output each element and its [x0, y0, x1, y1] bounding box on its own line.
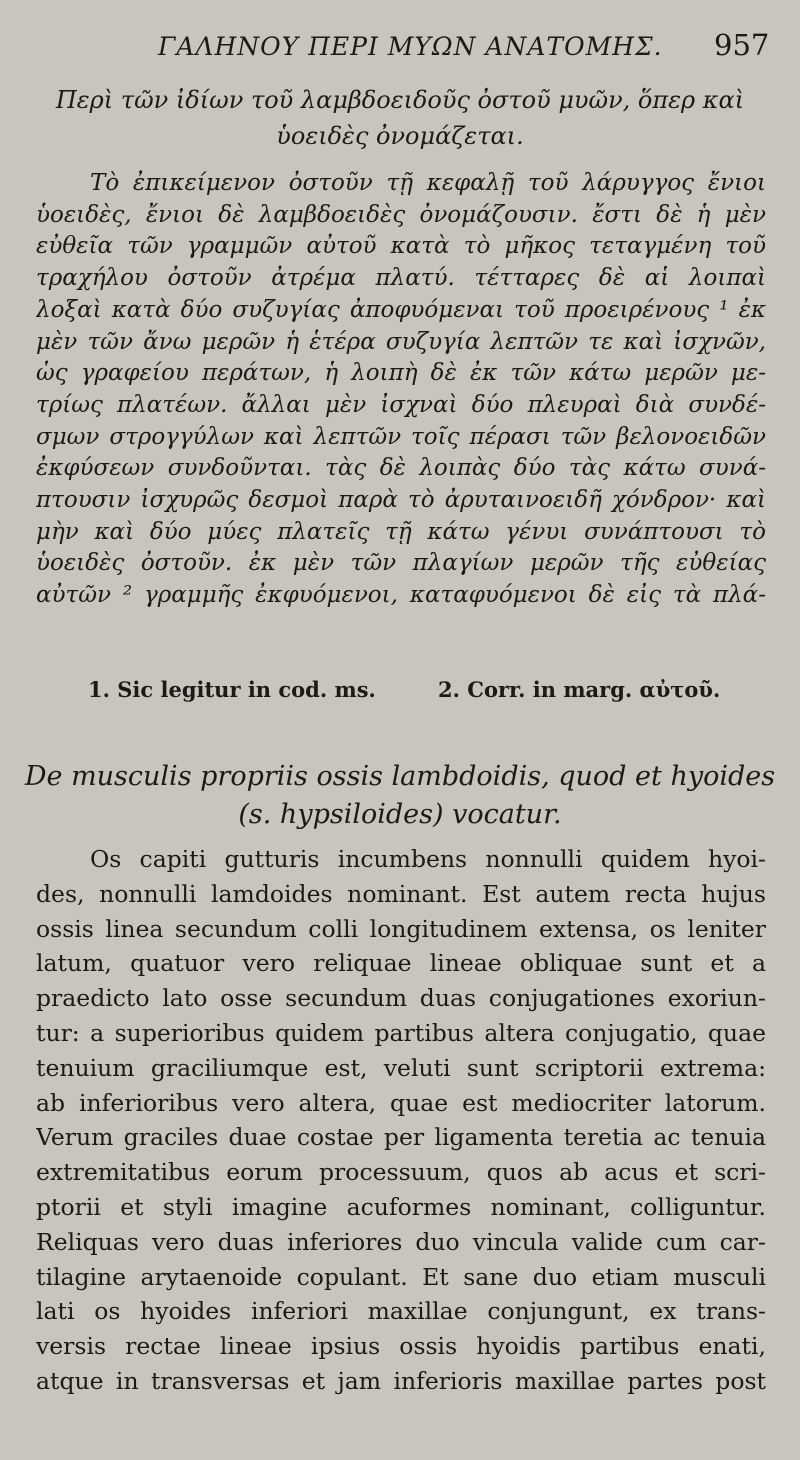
latin-title-line: De musculis propriis ossis lambdoidis, quod et hyoides: [24, 761, 776, 792]
latin-body-line: Verum graciles duae costae per ligamenta teretia ac tenuia: [36, 1123, 766, 1152]
latin-body-text: [36, 842, 766, 1399]
latin-body-line: ab inferioribus vero altera, quae est mediocriter latorum.: [36, 1088, 766, 1117]
latin-body-line: versis rectae lineae ipsius ossis hyoidis partibus enati,: [36, 1332, 766, 1361]
greek-section-title: [0, 82, 800, 154]
latin-body-line: lati os hyoides inferiori maxillae conjungunt, ex trans-: [36, 1297, 766, 1326]
greek-body-text: [36, 168, 766, 612]
greek-title-line: Περὶ τῶν ἰδίων τοῦ λαμβδοειδοῦς ὀστοῦ μυῶν, ὅπερ καὶ: [55, 86, 745, 114]
latin-section-title: [0, 758, 800, 834]
greek-body-line: τρίως πλατέων. ἄλλαι μὲν ἰσχναὶ δύο πλευραὶ διὰ συνδέ-: [36, 391, 766, 418]
greek-body-line: ὡς γραφείου περάτων, ἡ λοιπὴ δὲ ἐκ τῶν κάτω μερῶν με-: [36, 360, 766, 387]
latin-body-line: Reliquas vero duas inferiores duo vincula valide cum car-: [36, 1227, 766, 1256]
footnote: 1. Sic legitur in cod. ms.: [88, 677, 376, 702]
running-title: ΓΑΛΗΝΟΥ ΠΕΡΙ ΜΥΩΝ ΑΝΑΤΟΜΗΣ.: [158, 32, 663, 61]
footnote: 2. Corr. in marg. αὐτοῦ.: [438, 677, 721, 702]
greek-body-line: μὴν καὶ δύο μύες πλατεῖς τῇ κάτω γένυι συνάπτουσι τὸ: [36, 518, 766, 545]
greek-body-line: λοξαὶ κατὰ δύο συζυγίας ἀποφυόμεναι τοῦ προειρένους ¹ ἐκ: [36, 296, 766, 323]
latin-body-line: ossis linea secundum colli longitudinem extensa, os leniter: [36, 914, 766, 943]
footnotes: [88, 677, 768, 713]
latin-body-line: latum, quatuor vero reliquae lineae obliquae sunt et a: [36, 949, 766, 978]
greek-body-line: ὑοειδὲς, ἔνιοι δὲ λαμβδοειδὲς ὀνομάζουσιν. ἔστι δὲ ἡ μὲν: [36, 201, 766, 228]
greek-body-line: αὐτῶν ² γραμμῆς ἐκφυόμενοι, καταφυόμενοι δὲ εἰς τὰ πλά-: [36, 582, 766, 609]
latin-body-line: Os capiti gutturis incumbens nonnulli quidem hyoi-: [90, 845, 766, 873]
latin-body-line: des, nonnulli lamdoides nominant. Est autem recta hujus: [36, 879, 766, 908]
greek-body-line: πτουσιν ἰσχυρῶς δεσμοὶ παρὰ τὸ ἀρυταινοειδῆ χόνδρον· καὶ: [36, 487, 766, 514]
greek-body-line: σμων στρογγύλων καὶ λεπτῶν τοῖς πέρασι τῶν βελονοειδῶν: [36, 423, 766, 450]
greek-body-line: Τὸ ἐπικείμενον ὀστοῦν τῇ κεφαλῇ τοῦ λάρυγγος ἔνιοι: [90, 170, 766, 196]
greek-body-line: ἐκφύσεων συνδοῦνται. τὰς δὲ λοιπὰς δύο τὰς κάτω συνά-: [36, 455, 766, 482]
running-head: [0, 28, 800, 68]
latin-body-line: atque in transversas et jam inferioris maxillae partes post: [36, 1366, 766, 1395]
page-number: 957: [714, 28, 770, 62]
latin-title-line: (s. hypsiloides) vocatur.: [238, 799, 562, 830]
greek-body-line: εὐθεῖα τῶν γραμμῶν αὐτοῦ κατὰ τὸ μῆκος τεταγμένη τοῦ: [36, 233, 766, 260]
greek-body-line: μὲν τῶν ἄνω μερῶν ἡ ἑτέρα συζυγία λεπτῶν τε καὶ ἰσχνῶν,: [36, 328, 766, 355]
latin-body-line: extremitatibus eorum processuum, quos ab acus et scri-: [36, 1158, 766, 1187]
greek-body-line: τραχήλου ὀστοῦν ἀτρέμα πλατύ. τέτταρες δὲ αἱ λοιπαὶ: [36, 265, 766, 292]
latin-body-line: ptorii et styli imagine acuformes nominant, colliguntur.: [36, 1192, 766, 1221]
latin-body-line: tilagine arytaenoide copulant. Et sane duo etiam musculi: [36, 1262, 766, 1291]
latin-body-line: praedicto lato osse secundum duas conjugationes exoriun-: [36, 984, 766, 1013]
latin-body-line: tenuium graciliumque est, veluti sunt scriptorii extrema:: [36, 1053, 766, 1082]
latin-body-line: tur: a superioribus quidem partibus altera conjugatio, quae: [36, 1018, 766, 1047]
greek-title-line: ὑοειδὲς ὀνομάζεται.: [276, 122, 524, 150]
greek-body-line: ὑοειδὲς ὀστοῦν. ἐκ μὲν τῶν πλαγίων μερῶν τῆς εὐθείας: [36, 550, 766, 577]
